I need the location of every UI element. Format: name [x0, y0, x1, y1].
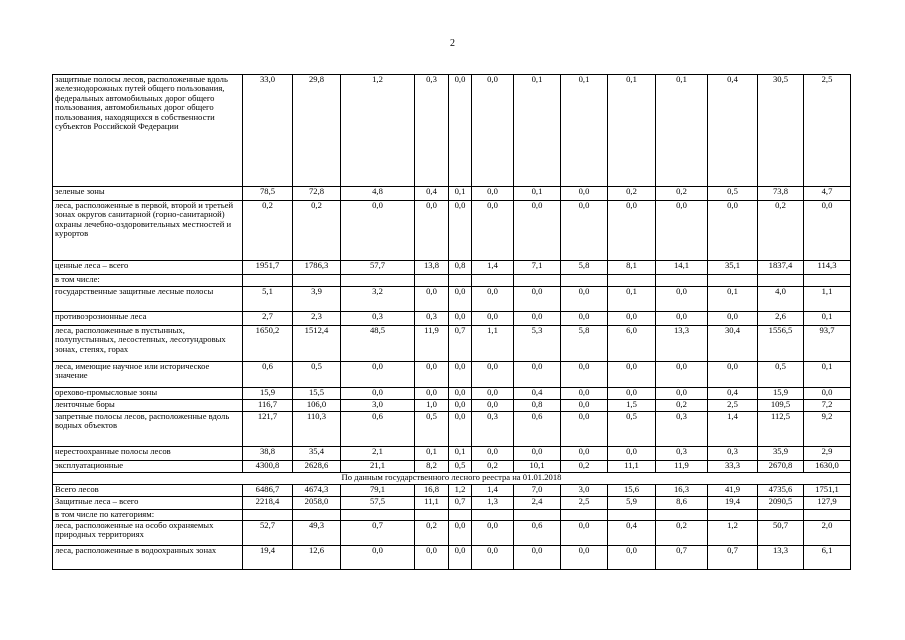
cell-value: 1,1 — [472, 326, 514, 362]
cell-value — [449, 510, 472, 521]
cell-value: 3,9 — [293, 287, 341, 312]
cell-value: 0,0 — [561, 201, 608, 261]
cell-value: 8,1 — [608, 261, 656, 275]
cell-value: 2,5 — [804, 75, 851, 187]
cell-value: 0,0 — [449, 75, 472, 187]
cell-value: 112,5 — [758, 412, 804, 447]
cell-value: 15,9 — [243, 388, 293, 400]
section-header-row — [53, 473, 851, 485]
cell-value: 109,5 — [758, 400, 804, 412]
cell-value: 72,8 — [293, 187, 341, 201]
section-title: По данным государственного лесного реестра на 01.01.2018 — [53, 473, 851, 485]
table-row — [53, 510, 851, 521]
cell-value: 0,0 — [561, 521, 608, 546]
table-row — [53, 521, 851, 546]
cell-value: 0,4 — [608, 521, 656, 546]
cell-value: 0,0 — [341, 546, 415, 570]
cell-value: 2,9 — [804, 447, 851, 461]
cell-value: 3,0 — [561, 485, 608, 497]
page-number: 2 — [450, 38, 455, 49]
cell-value: 16,3 — [656, 485, 708, 497]
cell-value: 0,0 — [514, 287, 561, 312]
cell-value: 1837,4 — [758, 261, 804, 275]
cell-value — [415, 275, 449, 287]
cell-value: 7,2 — [804, 400, 851, 412]
cell-value: 0,3 — [415, 75, 449, 187]
cell-value: 0,0 — [472, 521, 514, 546]
cell-value: 0,0 — [449, 362, 472, 388]
cell-value — [608, 275, 656, 287]
cell-value: 0,0 — [472, 447, 514, 461]
row-label: леса, расположенные в первой, второй и третьей зонах округов санитарной (горно-санитарной) охраны лечебно-оздоровительных местностей и курортов — [53, 201, 243, 261]
cell-value: 0,0 — [449, 521, 472, 546]
row-label: ленточные боры — [53, 400, 243, 412]
cell-value: 2,1 — [341, 447, 415, 461]
cell-value: 1,0 — [415, 400, 449, 412]
cell-value — [293, 275, 341, 287]
row-label: ценные леса – всего — [53, 261, 243, 275]
cell-value — [449, 275, 472, 287]
cell-value — [293, 510, 341, 521]
cell-value: 0,0 — [561, 412, 608, 447]
cell-value: 0,4 — [708, 388, 758, 400]
cell-value: 0,7 — [449, 497, 472, 510]
cell-value: 0,1 — [656, 75, 708, 187]
cell-value — [514, 275, 561, 287]
row-label: леса, имеющие научное или историческое значение — [53, 362, 243, 388]
cell-value: 106,0 — [293, 400, 341, 412]
cell-value: 4735,6 — [758, 485, 804, 497]
cell-value: 0,2 — [656, 521, 708, 546]
cell-value: 30,5 — [758, 75, 804, 187]
cell-value: 1,2 — [708, 521, 758, 546]
cell-value: 0,8 — [514, 400, 561, 412]
cell-value — [243, 510, 293, 521]
cell-value: 0,0 — [561, 362, 608, 388]
cell-value: 11,1 — [415, 497, 449, 510]
cell-value — [656, 510, 708, 521]
cell-value: 127,9 — [804, 497, 851, 510]
cell-value: 0,0 — [708, 201, 758, 261]
table-row — [53, 201, 851, 261]
cell-value: 2628,6 — [293, 461, 341, 473]
table-row — [53, 312, 851, 326]
cell-value: 2,4 — [514, 497, 561, 510]
cell-value: 0,0 — [608, 388, 656, 400]
cell-value: 0,3 — [415, 312, 449, 326]
cell-value: 3,2 — [341, 287, 415, 312]
table-row — [53, 400, 851, 412]
cell-value: 0,1 — [708, 287, 758, 312]
cell-value: 0,0 — [449, 400, 472, 412]
cell-value: 2058,0 — [293, 497, 341, 510]
cell-value: 16,8 — [415, 485, 449, 497]
cell-value: 2218,4 — [243, 497, 293, 510]
row-label: запретные полосы лесов, расположенные вдоль водных объектов — [53, 412, 243, 447]
cell-value — [608, 510, 656, 521]
cell-value: 0,0 — [514, 546, 561, 570]
table-row — [53, 546, 851, 570]
cell-value — [472, 510, 514, 521]
cell-value: 116,7 — [243, 400, 293, 412]
cell-value: 0,0 — [561, 187, 608, 201]
cell-value: 1512,4 — [293, 326, 341, 362]
cell-value — [708, 275, 758, 287]
cell-value: 1,1 — [804, 287, 851, 312]
cell-value: 1,4 — [472, 485, 514, 497]
cell-value: 0,0 — [415, 287, 449, 312]
cell-value: 1,2 — [341, 75, 415, 187]
cell-value: 0,0 — [608, 312, 656, 326]
cell-value: 0,1 — [561, 75, 608, 187]
cell-value: 0,3 — [656, 447, 708, 461]
cell-value: 1,5 — [608, 400, 656, 412]
cell-value: 0,0 — [415, 546, 449, 570]
row-label: леса, расположенные в пустынных, полупустынных, лесостепных, лесотундровых зонах, степях, горах — [53, 326, 243, 362]
cell-value: 11,9 — [656, 461, 708, 473]
cell-value: 0,0 — [472, 546, 514, 570]
cell-value: 52,7 — [243, 521, 293, 546]
cell-value: 0,1 — [608, 75, 656, 187]
cell-value: 0,0 — [804, 388, 851, 400]
cell-value: 0,0 — [472, 187, 514, 201]
cell-value: 2090,5 — [758, 497, 804, 510]
cell-value: 5,8 — [561, 326, 608, 362]
cell-value: 0,6 — [341, 412, 415, 447]
cell-value: 0,0 — [472, 75, 514, 187]
cell-value: 15,5 — [293, 388, 341, 400]
cell-value — [514, 510, 561, 521]
cell-value: 0,0 — [449, 546, 472, 570]
cell-value: 0,1 — [804, 312, 851, 326]
cell-value: 48,5 — [341, 326, 415, 362]
cell-value: 0,0 — [415, 362, 449, 388]
cell-value: 0,7 — [656, 546, 708, 570]
cell-value — [472, 275, 514, 287]
cell-value: 0,0 — [449, 287, 472, 312]
cell-value: 0,0 — [472, 312, 514, 326]
cell-value: 0,2 — [293, 201, 341, 261]
cell-value: 15,6 — [608, 485, 656, 497]
cell-value: 1630,0 — [804, 461, 851, 473]
cell-value: 78,5 — [243, 187, 293, 201]
cell-value: 93,7 — [804, 326, 851, 362]
cell-value: 11,9 — [415, 326, 449, 362]
table-row — [53, 388, 851, 400]
cell-value: 0,4 — [708, 75, 758, 187]
table-row — [53, 261, 851, 275]
cell-value: 73,8 — [758, 187, 804, 201]
cell-value: 0,1 — [514, 187, 561, 201]
row-label: государственные защитные лесные полосы — [53, 287, 243, 312]
cell-value: 0,2 — [758, 201, 804, 261]
cell-value — [708, 510, 758, 521]
table-row — [53, 275, 851, 287]
cell-value: 0,7 — [341, 521, 415, 546]
cell-value: 0,0 — [472, 362, 514, 388]
cell-value — [758, 275, 804, 287]
cell-value: 2,0 — [804, 521, 851, 546]
cell-value: 0,0 — [449, 312, 472, 326]
row-label: эксплуатационные — [53, 461, 243, 473]
cell-value: 79,1 — [341, 485, 415, 497]
cell-value: 0,0 — [656, 201, 708, 261]
cell-value: 0,2 — [561, 461, 608, 473]
cell-value: 19,4 — [708, 497, 758, 510]
cell-value: 0,5 — [293, 362, 341, 388]
cell-value: 0,2 — [415, 521, 449, 546]
cell-value: 50,7 — [758, 521, 804, 546]
cell-value: 35,4 — [293, 447, 341, 461]
table-row — [53, 497, 851, 510]
cell-value: 0,0 — [561, 287, 608, 312]
cell-value: 0,6 — [243, 362, 293, 388]
cell-value: 114,3 — [804, 261, 851, 275]
cell-value: 15,9 — [758, 388, 804, 400]
cell-value: 0,0 — [608, 201, 656, 261]
cell-value: 33,3 — [708, 461, 758, 473]
cell-value: 0,2 — [472, 461, 514, 473]
cell-value: 5,8 — [561, 261, 608, 275]
cell-value: 0,3 — [708, 447, 758, 461]
cell-value — [804, 275, 851, 287]
cell-value: 7,1 — [514, 261, 561, 275]
cell-value: 21,1 — [341, 461, 415, 473]
cell-value: 4,7 — [804, 187, 851, 201]
cell-value: 5,3 — [514, 326, 561, 362]
cell-value: 0,0 — [415, 201, 449, 261]
cell-value: 0,5 — [608, 412, 656, 447]
cell-value — [656, 275, 708, 287]
row-label: защитные полосы лесов, расположенные вдоль железнодорожных путей общего пользования, федеральных автомобильных дорог общего пользования, автомобильных дорог общего пользования, находящихся в собственности субъектов Российской Федерации — [53, 75, 243, 187]
row-label: противоэрозионные леса — [53, 312, 243, 326]
cell-value: 0,0 — [708, 312, 758, 326]
cell-value — [758, 510, 804, 521]
row-label: орехово-промысловые зоны — [53, 388, 243, 400]
forest-fund-table — [52, 74, 851, 570]
cell-value: 0,1 — [449, 447, 472, 461]
cell-value: 0,0 — [608, 546, 656, 570]
cell-value: 0,0 — [656, 362, 708, 388]
cell-value — [804, 510, 851, 521]
cell-value: 11,1 — [608, 461, 656, 473]
cell-value: 0,0 — [449, 412, 472, 447]
cell-value: 0,5 — [708, 187, 758, 201]
cell-value: 0,7 — [708, 546, 758, 570]
cell-value: 121,7 — [243, 412, 293, 447]
cell-value — [341, 510, 415, 521]
cell-value: 13,8 — [415, 261, 449, 275]
cell-value: 1556,5 — [758, 326, 804, 362]
cell-value: 0,5 — [415, 412, 449, 447]
cell-value: 0,0 — [341, 388, 415, 400]
row-label: леса, расположенные в водоохранных зонах — [53, 546, 243, 570]
cell-value: 0,1 — [415, 447, 449, 461]
cell-value: 4674,3 — [293, 485, 341, 497]
cell-value: 33,0 — [243, 75, 293, 187]
cell-value: 6,1 — [804, 546, 851, 570]
cell-value: 3,0 — [341, 400, 415, 412]
cell-value: 9,2 — [804, 412, 851, 447]
cell-value: 0,2 — [656, 187, 708, 201]
row-label: в том числе: — [53, 275, 243, 287]
cell-value: 7,0 — [514, 485, 561, 497]
cell-value: 2,3 — [293, 312, 341, 326]
cell-value: 0,2 — [656, 400, 708, 412]
row-label: нерестоохранные полосы лесов — [53, 447, 243, 461]
cell-value: 0,0 — [514, 312, 561, 326]
cell-value: 12,6 — [293, 546, 341, 570]
cell-value: 0,0 — [449, 388, 472, 400]
cell-value: 30,4 — [708, 326, 758, 362]
row-label: Всего лесов — [53, 485, 243, 497]
cell-value: 0,0 — [561, 546, 608, 570]
table-row — [53, 75, 851, 187]
cell-value: 0,0 — [708, 362, 758, 388]
cell-value: 49,3 — [293, 521, 341, 546]
cell-value: 0,6 — [514, 521, 561, 546]
cell-value: 4300,8 — [243, 461, 293, 473]
cell-value: 0,2 — [243, 201, 293, 261]
cell-value: 0,4 — [514, 388, 561, 400]
cell-value: 0,3 — [472, 412, 514, 447]
cell-value: 0,1 — [514, 75, 561, 187]
cell-value: 0,7 — [449, 326, 472, 362]
cell-value: 2670,8 — [758, 461, 804, 473]
cell-value: 6486,7 — [243, 485, 293, 497]
row-label: Защитные леса – всего — [53, 497, 243, 510]
table-row — [53, 412, 851, 447]
cell-value: 1786,3 — [293, 261, 341, 275]
cell-value: 0,0 — [415, 388, 449, 400]
cell-value: 0,5 — [758, 362, 804, 388]
cell-value: 1,3 — [472, 497, 514, 510]
cell-value: 0,0 — [341, 362, 415, 388]
cell-value: 0,0 — [514, 362, 561, 388]
cell-value: 0,8 — [449, 261, 472, 275]
cell-value: 2,5 — [561, 497, 608, 510]
table-row — [53, 362, 851, 388]
cell-value: 2,6 — [758, 312, 804, 326]
cell-value: 41,9 — [708, 485, 758, 497]
cell-value: 0,0 — [608, 362, 656, 388]
cell-value: 57,5 — [341, 497, 415, 510]
cell-value: 0,0 — [561, 388, 608, 400]
cell-value: 0,3 — [341, 312, 415, 326]
cell-value: 0,0 — [561, 400, 608, 412]
cell-value: 35,9 — [758, 447, 804, 461]
cell-value: 1650,2 — [243, 326, 293, 362]
cell-value: 0,0 — [656, 388, 708, 400]
cell-value: 13,3 — [758, 546, 804, 570]
cell-value — [243, 275, 293, 287]
cell-value — [341, 275, 415, 287]
table-row — [53, 326, 851, 362]
cell-value: 0,4 — [415, 187, 449, 201]
cell-value: 2,5 — [708, 400, 758, 412]
cell-value: 19,4 — [243, 546, 293, 570]
cell-value: 0,6 — [514, 412, 561, 447]
table-row — [53, 287, 851, 312]
table-row — [53, 447, 851, 461]
cell-value: 5,9 — [608, 497, 656, 510]
cell-value: 0,0 — [561, 447, 608, 461]
cell-value: 13,3 — [656, 326, 708, 362]
cell-value: 4,8 — [341, 187, 415, 201]
cell-value: 0,0 — [804, 201, 851, 261]
cell-value: 2,7 — [243, 312, 293, 326]
cell-value — [561, 510, 608, 521]
cell-value: 35,1 — [708, 261, 758, 275]
cell-value: 1951,7 — [243, 261, 293, 275]
cell-value: 8,6 — [656, 497, 708, 510]
cell-value: 1751,1 — [804, 485, 851, 497]
cell-value: 29,8 — [293, 75, 341, 187]
cell-value: 0,0 — [449, 201, 472, 261]
cell-value: 0,0 — [608, 447, 656, 461]
cell-value: 0,3 — [656, 412, 708, 447]
table-row — [53, 461, 851, 473]
cell-value: 10,1 — [514, 461, 561, 473]
cell-value: 0,0 — [514, 447, 561, 461]
cell-value: 0,0 — [561, 312, 608, 326]
cell-value: 0,5 — [449, 461, 472, 473]
cell-value: 38,8 — [243, 447, 293, 461]
cell-value — [415, 510, 449, 521]
cell-value: 0,0 — [656, 287, 708, 312]
cell-value: 14,1 — [656, 261, 708, 275]
cell-value: 0,0 — [472, 201, 514, 261]
cell-value: 1,4 — [708, 412, 758, 447]
cell-value: 110,3 — [293, 412, 341, 447]
cell-value: 0,0 — [472, 287, 514, 312]
row-label: леса, расположенные на особо охраняемых природных территориях — [53, 521, 243, 546]
cell-value: 8,2 — [415, 461, 449, 473]
cell-value: 0,1 — [608, 287, 656, 312]
cell-value: 0,0 — [472, 400, 514, 412]
cell-value: 57,7 — [341, 261, 415, 275]
cell-value: 0,1 — [449, 187, 472, 201]
row-label: зеленые зоны — [53, 187, 243, 201]
table-row — [53, 187, 851, 201]
cell-value: 0,1 — [804, 362, 851, 388]
cell-value: 0,0 — [656, 312, 708, 326]
cell-value: 5,1 — [243, 287, 293, 312]
cell-value: 0,0 — [514, 201, 561, 261]
cell-value: 1,4 — [472, 261, 514, 275]
row-label: в том числе по категориям: — [53, 510, 243, 521]
cell-value: 1,2 — [449, 485, 472, 497]
cell-value: 6,0 — [608, 326, 656, 362]
cell-value — [561, 275, 608, 287]
cell-value: 4,0 — [758, 287, 804, 312]
cell-value: 0,0 — [472, 388, 514, 400]
table-row — [53, 485, 851, 497]
cell-value: 0,2 — [608, 187, 656, 201]
cell-value: 0,0 — [341, 201, 415, 261]
